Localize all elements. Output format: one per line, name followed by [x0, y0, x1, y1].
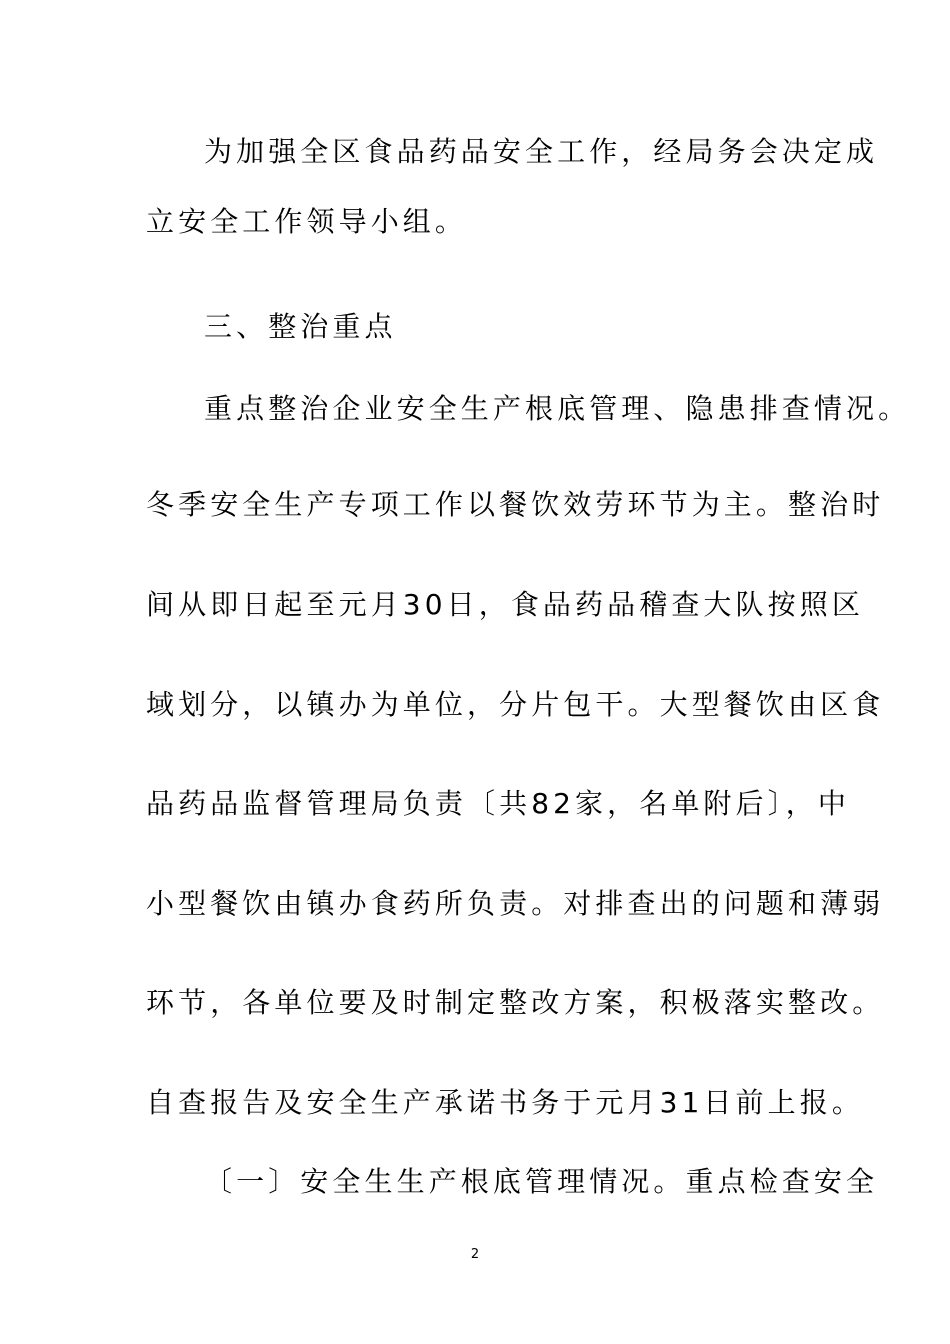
- paragraph-line-1: 为加强全区食品药品安全工作，经局务会决定成: [204, 135, 879, 168]
- subsection-heading-line: 〔一〕安全生生产根底管理情况。重点检查安全: [204, 1165, 879, 1198]
- paragraph-line-4: 冬季安全生产专项工作以餐饮效劳环节为主。整治时: [146, 488, 885, 521]
- paragraph-line-9: 环节，各单位要及时制定整改方案，积极落实整改。: [146, 986, 885, 1019]
- paragraph-line-8: 小型餐饮由镇办食药所负责。对排查出的问题和薄弱: [146, 887, 885, 920]
- page-number: 2: [470, 1247, 480, 1262]
- paragraph-line-5: 间从即日起至元月30日，食品药品稽查大队按照区: [146, 588, 864, 621]
- paragraph-line-10: 自查报告及安全生产承诺书务于元月31日前上报。: [146, 1086, 864, 1119]
- section-heading: 三、整治重点: [204, 310, 397, 343]
- paragraph-line-7: 品药品监督管理局负责〔共82家，名单附后〕，中: [146, 787, 850, 820]
- paragraph-line-6: 域划分，以镇办为单位，分片包干。大型餐饮由区食: [146, 688, 885, 721]
- paragraph-line-3: 重点整治企业安全生产根底管理、隐患排查情况。: [204, 392, 911, 425]
- paragraph-line-2: 立安全工作领导小组。: [146, 205, 468, 238]
